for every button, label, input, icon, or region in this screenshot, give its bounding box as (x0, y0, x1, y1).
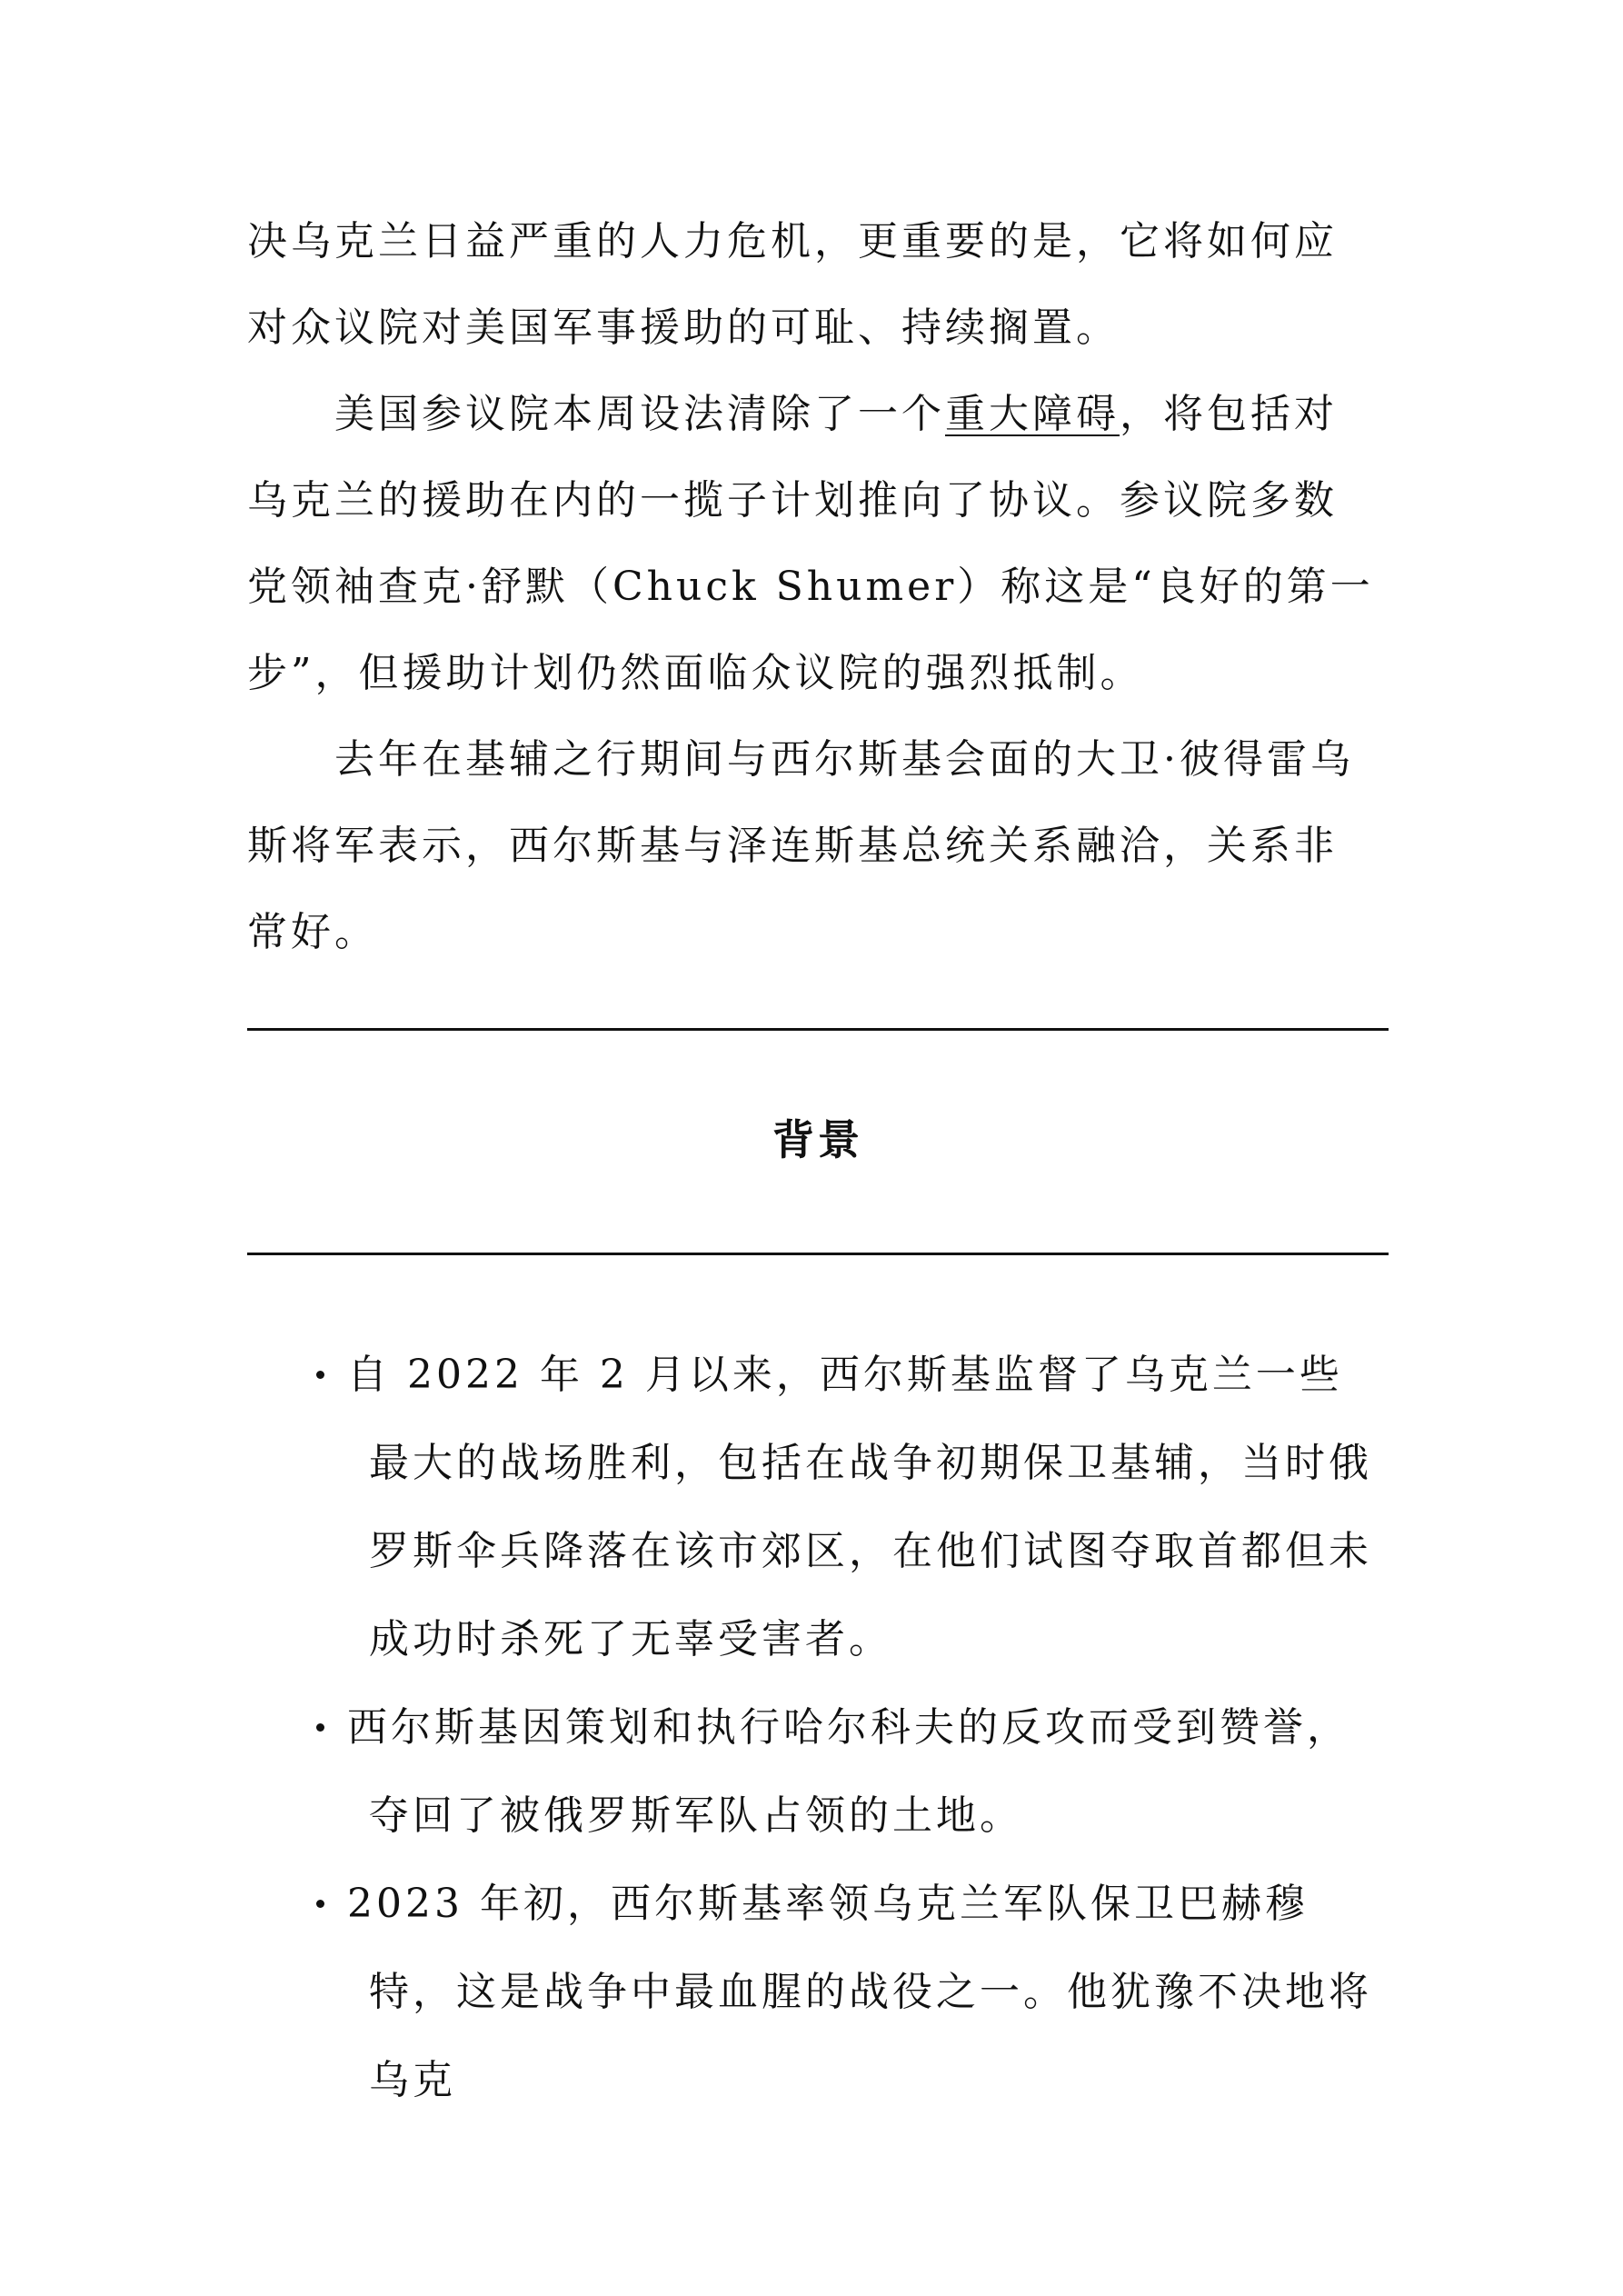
list-item (0, 1331, 1378, 1683)
section-heading-background: 背景 (772, 1115, 863, 1164)
major-obstacle-link[interactable]: 重大障碍 (945, 391, 1120, 437)
paragraph-senate-text-start: 美国参议院本周设法清除了一个 (334, 391, 945, 437)
list-item-text: 西尔斯基因策划和执行哈尔科夫的反攻而受到赞誉，夺回了被俄罗斯军队占领的土地。 (347, 1704, 1350, 1839)
list-item (0, 1860, 1378, 2124)
paragraph-continuation: 决乌克兰日益严重的人力危机，更重要的是，它将如何应对众议院对美国军事援助的可耻、持续搁置。 (247, 218, 1338, 351)
list-item (0, 1683, 1378, 1860)
section-divider-bottom (247, 1253, 1389, 1255)
list-item-text: 自 2022 年 2 月以来，西尔斯基监督了乌克兰一些最大的战场胜利，包括在战争初期保卫基辅，当时俄罗斯伞兵降落在该市郊区，在他们试图夺取首都但未成功时杀死了无辜受害者。 (347, 1352, 1372, 1662)
bullet-icon (316, 1723, 324, 1732)
bullet-icon (316, 1900, 324, 1908)
paragraph-petraeus: 去年在基辅之行期间与西尔斯基会面的大卫·彼得雷乌斯将军表示，西尔斯基与泽连斯基总统关系融洽，关系非常好。 (247, 736, 1354, 955)
list-item-text: 2023 年初，西尔斯基率领乌克兰军队保卫巴赫穆特，这是战争中最血腥的战役之一。他犹豫不决地将乌克 (347, 1881, 1372, 2103)
paragraph-senate (247, 371, 1374, 716)
paragraph-senate-text-end: ，将包括对乌克兰的援助在内的一揽子计划推向了协议。参议院多数党领袖查克·舒默（Chuck Shumer）称这是“良好的第一步”，但援助计划仍然面临众议院的强烈抵制。 (247, 391, 1374, 696)
section-divider-top (247, 1028, 1389, 1031)
background-bullet-list (0, 1331, 1623, 2124)
bullet-icon (316, 1371, 324, 1379)
